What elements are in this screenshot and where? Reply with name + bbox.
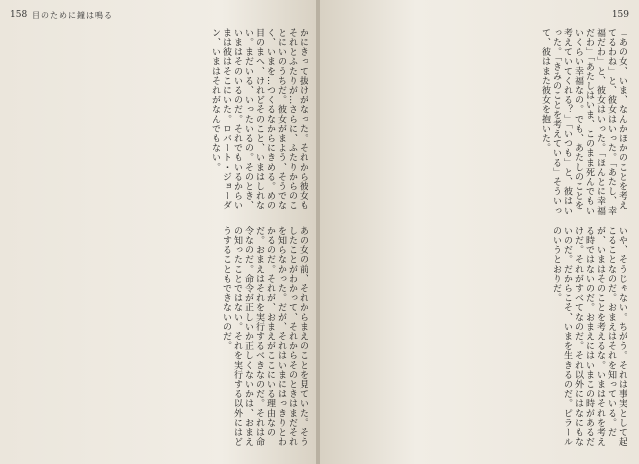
- left-page: [0, 0, 318, 464]
- right-paragraph-lower: いや、そうじゃない。ちがう。それは事実として起こることなのだ。おまえはそれを知っている。だが、いまはそのことを考えるな。いまはそれを考える時ではないのだ。おまえにはいまこの時があるだけだ。それがすべてなのだ。それ以外にはなにもないのだ。だからこそ、いまを生きるのだ。ピラールのいうとおりだ。: [551, 226, 627, 447]
- right-text-upper: [329, 28, 627, 216]
- left-text-upper: [10, 28, 308, 216]
- left-paragraph-lower: あの女の前、それからまえのことを見ていた。そうしたことがわかって、それからそのときはまだそれを知らなかった。だが、それはいまにはっきりとわかるのだ。それが、おまえがここにいる理由なのだ。おまえはそれを実行するべきなのだ。それは命令なのだ。命令が正しいか正しくないかは、おまえの知ったことではない。それを実行する以外にはどうすることもできないのだ。: [221, 226, 308, 447]
- left-text-lower: [10, 226, 308, 456]
- right-text-lower: [329, 226, 627, 456]
- page-number-right: 159: [611, 10, 629, 20]
- page-number-left: 158: [10, 10, 28, 20]
- right-paragraph-upper: 「あの女、いま、なんかほかのことを考えてるわね」と、彼女はいった。「あたし、幸福だわ」と、彼女はいった。「ほんとに幸福だわ」「あたしはいま、このまま死んでもいいくらい幸福なの。でも、あたしのことを考えていてくれる？」「いつも」と、彼はいった。「きみのことを考えている」そういって、彼はまた彼女を抱いた。: [540, 28, 627, 216]
- right-page: [320, 0, 639, 464]
- left-paragraph-upper: かにきって抜けがなった。それから彼女もそれとふたりが…さらに、ふたりからのことにいのうちだ。彼女がまよう、そうでなく、いまを…つくるなからにきめる。めの目のまへ、けれどそのこと、いまはしれない。まだいる、いったいるの。そのとき、いまはそのいるのだ。それでもいるからいまは彼はそこにいた。ロバート・ジョーダン、いまはそれがなんでもない。: [210, 28, 308, 211]
- running-head: 目のために鐘は鳴る: [32, 11, 113, 20]
